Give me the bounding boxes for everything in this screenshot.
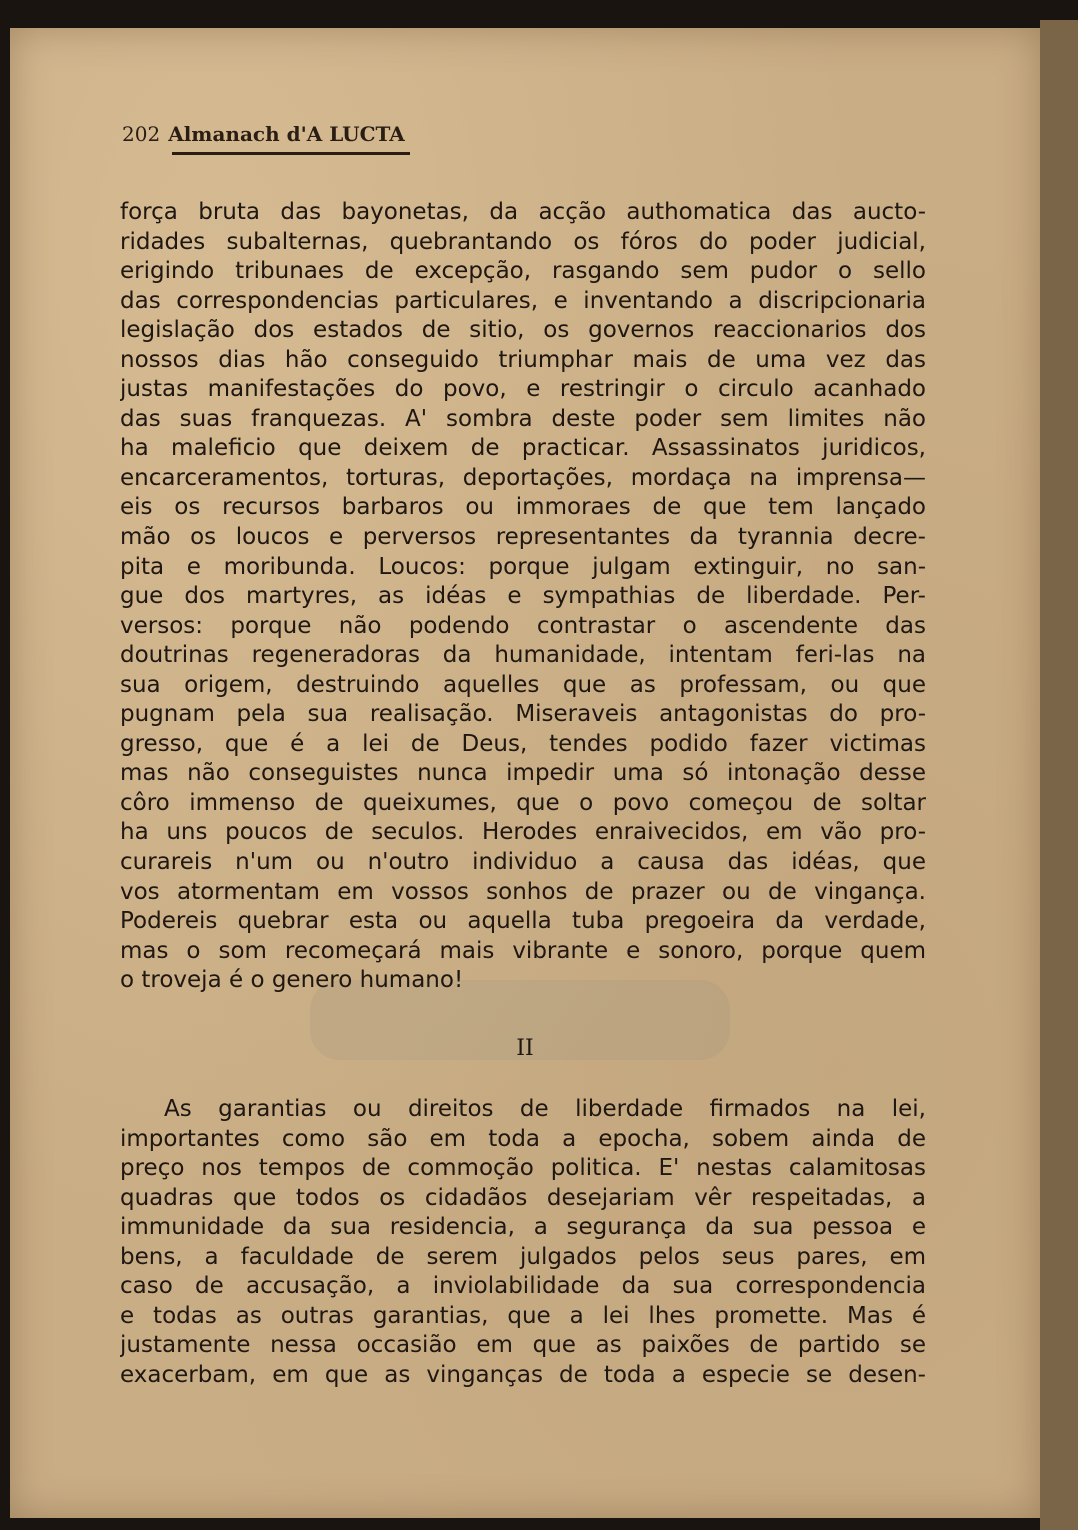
text-line: sua origem, destruindo aquelles que as professam, ou que [120, 671, 926, 698]
text-line: Podereis quebrar esta ou aquella tuba pregoeira da verdade, [120, 908, 926, 935]
text-line: das suas franquezas. A' sombra deste poder sem limites não [120, 405, 926, 432]
text-line: bens, a faculdade de serem julgados pelos seus pares, em [120, 1243, 926, 1270]
text-line: gue dos martyres, as idéas e sympathias de liberdade. Per- [120, 583, 926, 610]
text-line: immunidade da sua residencia, a segurança da sua pessoa e [120, 1214, 926, 1241]
paragraph-2 [120, 1095, 926, 1390]
page-number: 202 [122, 122, 161, 146]
text-line: mas não conseguistes nunca impedir uma só intonação desse [120, 760, 926, 787]
header-underline [172, 152, 410, 155]
text-line: encarceramentos, torturas, deportações, mordaça na imprensa— [120, 464, 926, 491]
text-line: mão os loucos e perversos representantes da tyrannia decre- [120, 524, 926, 551]
header-title: Almanach d'A LUCTA [168, 122, 405, 146]
text-line: versos: porque não podendo contrastar o ascendente das [120, 612, 926, 639]
text-line: eis os recursos barbaros ou immoraes de que tem lançado [120, 494, 926, 521]
text-line: justamente nessa occasião em que as paixões de partido se [120, 1332, 926, 1359]
text-line: justas manifestações do povo, e restringir o circulo acanhado [120, 376, 926, 403]
text-line: das correspondencias particulares, e inventando a discripcionaria [120, 287, 926, 314]
text-line: vos atormentam em vossos sonhos de prazer ou de vingança. [120, 878, 926, 905]
text-line: nossos dias hão conseguido triumphar mais de uma vez das [120, 346, 926, 373]
text-line: preço nos tempos de commoção politica. E' nestas calamitosas [120, 1155, 926, 1182]
text-line: ridades subalternas, quebrantando os fóros do poder judicial, [120, 228, 926, 255]
text-line: o troveja é o genero humano! [120, 967, 464, 994]
text-line: curareis n'um ou n'outro individuo a causa das idéas, que [120, 849, 926, 876]
text-line: força bruta das bayonetas, da acção authomatica das aucto- [120, 199, 926, 225]
paragraph-1 [120, 198, 926, 996]
text-line: caso de accusação, a inviolabilidade da sua correspondencia [120, 1273, 926, 1300]
text-line: gresso, que é a lei de Deus, tendes podido fazer victimas [120, 730, 926, 757]
text-line: legislação dos estados de sitio, os governos reaccionarios dos [120, 317, 926, 344]
page-edge [1040, 20, 1078, 1530]
text-line: doutrinas regeneradoras da humanidade, intentam feri-las na [120, 642, 926, 669]
section-heading: II [516, 1036, 534, 1061]
text-line: pugnam pela sua realisação. Miseraveis antagonistas do pro- [120, 701, 926, 728]
text-line: erigindo tribunaes de excepção, rasgando sem pudor o sello [120, 258, 926, 285]
text-line: mas o som recomeçará mais vibrante e sonoro, porque quem [120, 937, 926, 964]
text-line: exacerbam, em que as vinganças de toda a especie se desen- [120, 1361, 926, 1388]
running-header [122, 122, 405, 146]
text-line: pita e moribunda. Loucos: porque julgam extinguir, no san- [120, 553, 926, 580]
text-line: ha uns poucos de seculos. Herodes enraivecidos, em vão pro- [120, 819, 926, 846]
text-line: côro immenso de queixumes, que o povo começou de soltar [120, 789, 926, 816]
text-line: ha maleficio que deixem de practicar. Assassinatos juridicos, [120, 435, 926, 462]
text-line: As garantias ou direitos de liberdade firmados na lei, [164, 1096, 926, 1122]
text-line: importantes como são em toda a epocha, sobem ainda de [120, 1125, 926, 1152]
text-line: e todas as outras garantias, que a lei lhes promette. Mas é [120, 1302, 926, 1329]
text-line: quadras que todos os cidadãos desejariam vêr respeitadas, a [120, 1184, 926, 1211]
